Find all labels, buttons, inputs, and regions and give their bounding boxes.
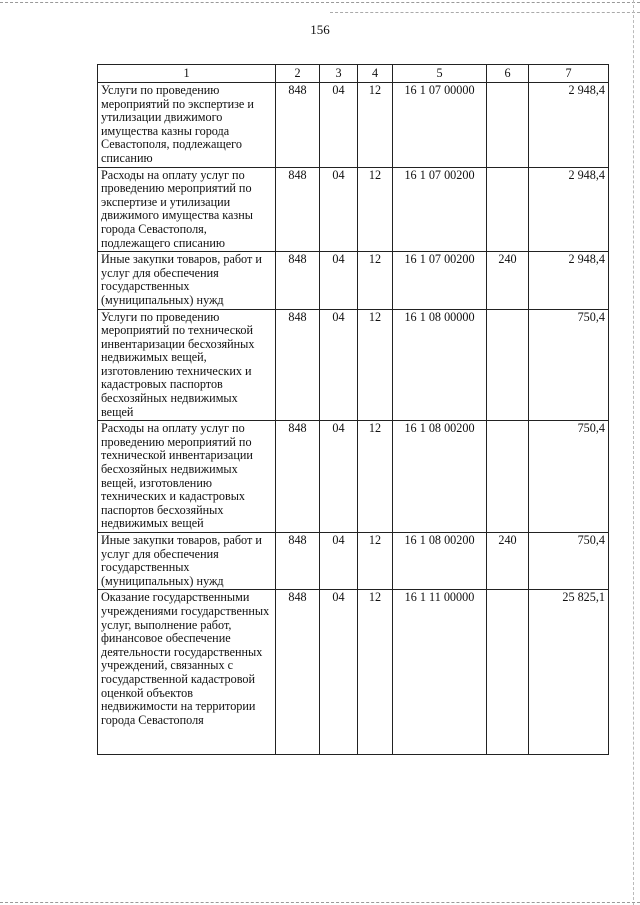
row-subsection-code: 12 bbox=[358, 167, 393, 252]
row-amount: 750,4 bbox=[529, 421, 609, 533]
row-section-code: 04 bbox=[320, 83, 358, 168]
header-col-2: 2 bbox=[276, 65, 320, 83]
table-row bbox=[98, 590, 609, 755]
row-expense-type: 240 bbox=[487, 252, 529, 309]
row-name: Иные закупки товаров, работ и услуг для обеспечения государственных (муниципальных) нужд bbox=[98, 252, 276, 309]
row-target-code: 16 1 11 00000 bbox=[393, 590, 487, 755]
row-section-code: 04 bbox=[320, 533, 358, 590]
row-target-code: 16 1 08 00000 bbox=[393, 309, 487, 421]
row-ministry-code: 848 bbox=[276, 83, 320, 168]
table-row bbox=[98, 533, 609, 590]
row-amount: 750,4 bbox=[529, 533, 609, 590]
row-target-code: 16 1 08 00200 bbox=[393, 533, 487, 590]
header-col-4: 4 bbox=[358, 65, 393, 83]
row-target-code: 16 1 08 00200 bbox=[393, 421, 487, 533]
header-col-3: 3 bbox=[320, 65, 358, 83]
scan-edge-bottom bbox=[0, 902, 640, 903]
header-col-1: 1 bbox=[98, 65, 276, 83]
scan-edge-top bbox=[0, 2, 640, 3]
row-amount: 25 825,1 bbox=[529, 590, 609, 755]
row-section-code: 04 bbox=[320, 252, 358, 309]
row-ministry-code: 848 bbox=[276, 421, 320, 533]
table-row bbox=[98, 167, 609, 252]
row-subsection-code: 12 bbox=[358, 309, 393, 421]
row-target-code: 16 1 07 00000 bbox=[393, 83, 487, 168]
row-expense-type bbox=[487, 421, 529, 533]
row-target-code: 16 1 07 00200 bbox=[393, 167, 487, 252]
row-subsection-code: 12 bbox=[358, 421, 393, 533]
header-col-6: 6 bbox=[487, 65, 529, 83]
row-name: Расходы на оплату услуг по проведению мероприятий по экспертизе и утилизации движимого имущества казны города Севастополя, подлежащего списанию bbox=[98, 167, 276, 252]
row-expense-type: 240 bbox=[487, 533, 529, 590]
row-section-code: 04 bbox=[320, 167, 358, 252]
row-subsection-code: 12 bbox=[358, 83, 393, 168]
table-row bbox=[98, 252, 609, 309]
row-ministry-code: 848 bbox=[276, 167, 320, 252]
row-ministry-code: 848 bbox=[276, 533, 320, 590]
row-amount: 2 948,4 bbox=[529, 83, 609, 168]
row-section-code: 04 bbox=[320, 421, 358, 533]
row-subsection-code: 12 bbox=[358, 252, 393, 309]
row-target-code: 16 1 07 00200 bbox=[393, 252, 487, 309]
row-amount: 2 948,4 bbox=[529, 252, 609, 309]
row-name: Услуги по проведению мероприятий по технической инвентаризации бесхозяйных недвижимых вещей, изготовлению технических и кадастровых паспортов бесхозяйных недвижимых вещей bbox=[98, 309, 276, 421]
row-expense-type bbox=[487, 590, 529, 755]
header-col-7: 7 bbox=[529, 65, 609, 83]
row-name: Иные закупки товаров, работ и услуг для обеспечения государственных (муниципальных) нужд bbox=[98, 533, 276, 590]
header-col-5: 5 bbox=[393, 65, 487, 83]
row-subsection-code: 12 bbox=[358, 533, 393, 590]
row-name: Услуги по проведению мероприятий по экспертизе и утилизации движимого имущества казны города Севастополя, подлежащего списанию bbox=[98, 83, 276, 168]
budget-table bbox=[97, 64, 609, 755]
scan-edge-top-partial bbox=[330, 12, 640, 13]
table-row bbox=[98, 309, 609, 421]
row-name: Расходы на оплату услуг по проведению мероприятий по технической инвентаризации бесхозяйных недвижимых вещей, изготовлению технических и кадастровых паспортов бесхозяйных недвижимых вещей bbox=[98, 421, 276, 533]
row-ministry-code: 848 bbox=[276, 309, 320, 421]
page-number: 156 bbox=[310, 22, 330, 37]
row-expense-type bbox=[487, 309, 529, 421]
row-section-code: 04 bbox=[320, 309, 358, 421]
row-ministry-code: 848 bbox=[276, 252, 320, 309]
row-section-code: 04 bbox=[320, 590, 358, 755]
row-amount: 2 948,4 bbox=[529, 167, 609, 252]
scan-edge-right bbox=[633, 0, 634, 905]
table-row bbox=[98, 83, 609, 168]
row-name: Оказание государственными учреждениями государственных услуг, выполнение работ, финансовое обеспечение деятельности государственных учреждений, связанных с государственной кадастровой оценкой объектов недвижимости на территории города Севастополя bbox=[98, 590, 276, 755]
row-amount: 750,4 bbox=[529, 309, 609, 421]
table-header-row bbox=[98, 65, 609, 83]
row-subsection-code: 12 bbox=[358, 590, 393, 755]
table-row bbox=[98, 421, 609, 533]
row-expense-type bbox=[487, 83, 529, 168]
row-ministry-code: 848 bbox=[276, 590, 320, 755]
row-expense-type bbox=[487, 167, 529, 252]
